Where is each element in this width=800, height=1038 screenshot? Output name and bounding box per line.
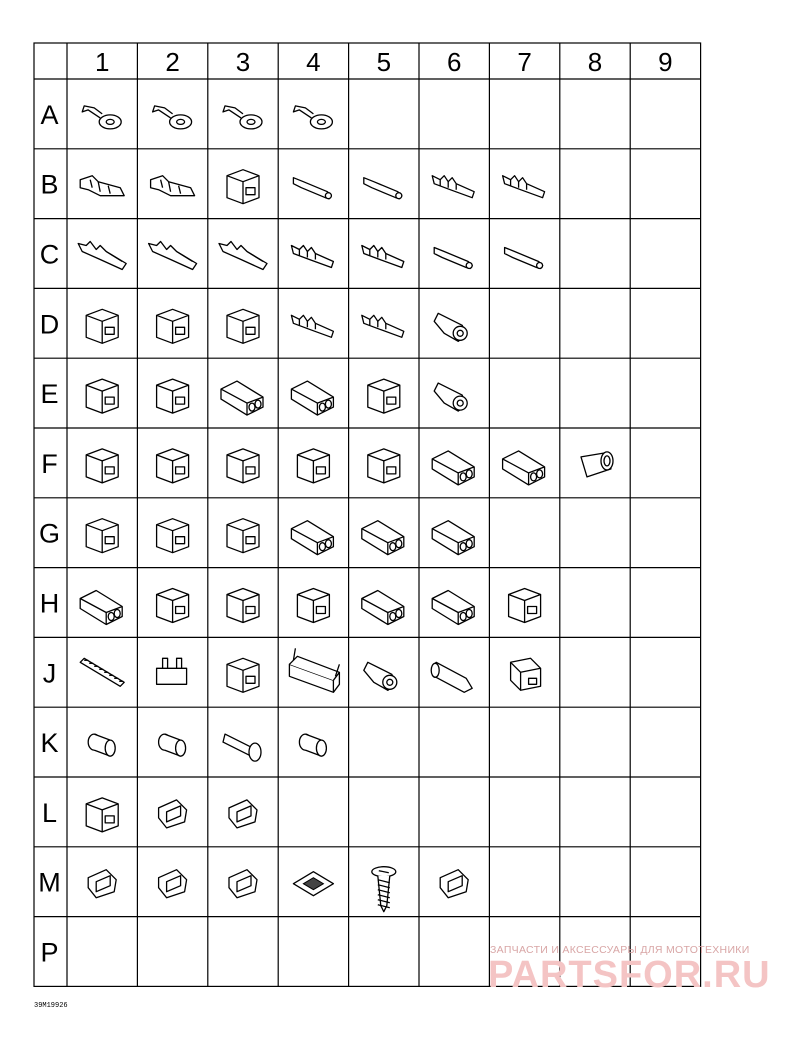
- row-header-C: C: [39, 239, 60, 270]
- row-header-E: E: [40, 379, 59, 410]
- connector-housing-icon: [157, 449, 189, 483]
- clip-icon: [440, 870, 468, 898]
- sealed-connector-icon: [291, 521, 333, 555]
- connector-housing-icon: [157, 379, 189, 413]
- clip-icon: [88, 870, 116, 898]
- sealed-connector-icon: [432, 591, 474, 625]
- sealed-connector-icon: [362, 521, 404, 555]
- watermark-logo: PARTSFOR.RU: [488, 954, 771, 996]
- grommet-icon: [88, 734, 115, 756]
- sealed-connector-icon: [221, 381, 263, 415]
- row-header-K: K: [40, 728, 59, 759]
- connector-housing-icon: [157, 309, 189, 343]
- grommet-icon: [159, 734, 186, 756]
- column-header-6: 6: [446, 47, 462, 77]
- bullet-connector-icon: [434, 313, 467, 341]
- connector-housing-icon: [227, 589, 259, 623]
- pin-terminal-icon: [293, 178, 331, 199]
- row-header-F: F: [41, 448, 58, 479]
- connector-housing-icon: [368, 449, 400, 483]
- connector-housing-icon: [86, 519, 118, 553]
- sleeve-icon: [431, 662, 472, 692]
- ring-terminal-icon: [223, 106, 262, 129]
- crimp-terminal-icon: [362, 315, 404, 337]
- bullet-connector-icon: [434, 383, 467, 411]
- column-header-4: 4: [306, 47, 321, 77]
- blade-terminal-icon: [149, 242, 197, 270]
- cable-tie-mount-icon: [293, 872, 333, 896]
- bullet-connector-icon: [364, 662, 397, 690]
- connector-housing-icon: [368, 379, 400, 413]
- column-header-8: 8: [587, 47, 603, 77]
- column-header-1: 1: [94, 47, 110, 77]
- connector-housing-icon: [227, 449, 259, 483]
- pin-terminal-icon: [434, 248, 472, 269]
- connector-housing-icon: [509, 589, 541, 623]
- connector-housing-icon: [227, 309, 259, 343]
- crimp-terminal-icon: [432, 176, 474, 198]
- connector-housing-icon: [297, 589, 329, 623]
- crimp-terminal-icon: [503, 176, 545, 198]
- sealed-connector-icon: [432, 521, 474, 555]
- column-header-2: 2: [165, 47, 180, 77]
- row-header-J: J: [42, 658, 57, 689]
- row-header-L: L: [41, 797, 58, 828]
- ring-terminal-icon: [153, 106, 192, 129]
- pin-terminal-icon: [364, 178, 402, 199]
- fuse-icon: [157, 658, 187, 684]
- pin-terminal-icon: [505, 248, 543, 269]
- clip-icon: [229, 870, 257, 898]
- ring-terminal-icon: [293, 106, 332, 129]
- column-header-3: 3: [235, 47, 251, 77]
- plug-icon: [223, 734, 261, 761]
- connector-housing-icon: [157, 519, 189, 553]
- column-header-9: 9: [658, 47, 673, 77]
- grommet-icon: [299, 734, 326, 756]
- row-header-B: B: [40, 169, 59, 200]
- flag-terminal-icon: [151, 176, 195, 196]
- clip-icon: [159, 870, 187, 898]
- crimp-terminal-icon: [362, 246, 404, 268]
- boot-connector-icon: [581, 452, 613, 477]
- connector-housing-icon: [86, 449, 118, 483]
- watermark-tagline: ЗАПЧАСТИ И АКСЕССУАРЫ ДЛЯ МОТОТЕХНИКИ: [490, 944, 750, 956]
- column-header-7: 7: [517, 47, 532, 77]
- blade-terminal-icon: [78, 242, 126, 270]
- fuse-block-icon: [289, 648, 339, 692]
- row-header-D: D: [39, 309, 60, 340]
- connector-housing-icon: [227, 170, 259, 204]
- corrugated-tube-icon: [80, 658, 124, 686]
- sealed-connector-icon: [503, 451, 545, 485]
- clip-icon: [229, 800, 257, 828]
- connector-housing-icon: [157, 589, 189, 623]
- relay-icon: [511, 658, 541, 690]
- screw-icon: [372, 867, 396, 912]
- row-header-P: P: [40, 937, 59, 968]
- connector-housing-icon: [86, 379, 118, 413]
- column-header-5: 5: [376, 47, 392, 77]
- ring-terminal-icon: [82, 106, 121, 129]
- connector-housing-icon: [297, 449, 329, 483]
- figure-id: 39M19926: [34, 1002, 68, 1010]
- row-header-A: A: [40, 99, 59, 130]
- flag-terminal-icon: [80, 176, 124, 196]
- crimp-terminal-icon: [291, 315, 333, 337]
- sealed-connector-icon: [291, 381, 333, 415]
- row-header-G: G: [38, 518, 61, 549]
- sealed-connector-icon: [432, 451, 474, 485]
- sealed-connector-icon: [362, 591, 404, 625]
- clip-icon: [159, 800, 187, 828]
- connector-housing-icon: [86, 309, 118, 343]
- row-header-H: H: [39, 588, 60, 619]
- connector-housing-icon: [227, 519, 259, 553]
- row-header-M: M: [38, 867, 61, 898]
- blade-terminal-icon: [219, 242, 267, 270]
- crimp-terminal-icon: [291, 246, 333, 268]
- connector-housing-icon: [86, 798, 118, 832]
- connector-housing-icon: [227, 658, 259, 692]
- sealed-connector-icon: [80, 591, 122, 625]
